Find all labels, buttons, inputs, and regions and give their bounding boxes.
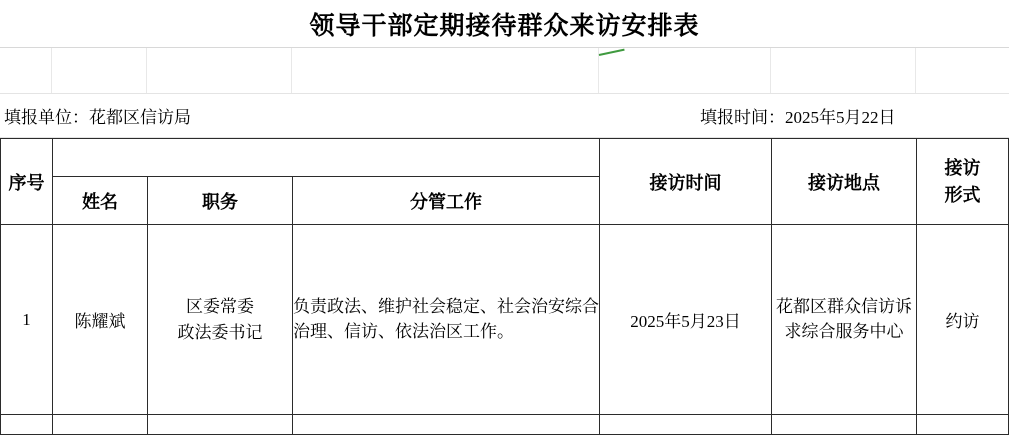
header-name: 姓名 [53,177,148,225]
header-index: 序号 [1,139,53,225]
header-blank-band [53,139,600,177]
report-info-row [0,94,1009,138]
cell-reception-time [600,415,772,435]
cell-position [148,415,293,435]
header-position: 职务 [148,177,293,225]
table-header-row-1 [1,139,1009,177]
table-row [1,225,1009,415]
cell-position-line1: 区委常委 [186,297,254,316]
grid-cell [771,48,916,93]
cell-position [148,225,293,415]
schedule-table [0,138,1009,435]
checkmark-icon [599,49,625,56]
grid-cell [0,48,52,93]
grid-cell [292,48,599,93]
header-reception-form-line1: 接访 [944,157,981,178]
page-title: 领导干部定期接待群众来访安排表 [309,12,700,40]
header-duties: 分管工作 [293,177,600,225]
spreadsheet-grid-row [0,48,1009,94]
report-time: 填报时间：2025年5月22日 [700,108,896,127]
header-reception-time: 接访时间 [600,139,772,225]
title-row [0,0,1009,48]
grid-cell [52,48,147,93]
cell-name: 陈耀斌 [53,225,148,415]
cell-reception-place [772,415,917,435]
table-row-partial [1,415,1009,435]
cell-reception-form [917,415,1009,435]
grid-cell [916,48,1008,93]
cell-reception-form: 约访 [917,225,1009,415]
cell-index: 1 [1,225,53,415]
cell-index [1,415,53,435]
header-reception-place: 接访地点 [772,139,917,225]
grid-cell [147,48,292,93]
header-reception-form [917,139,1009,225]
cell-duties [293,415,600,435]
cell-name [53,415,148,435]
grid-cell [599,48,771,93]
report-unit: 填报单位：花都区信访局 [4,108,191,127]
cell-position-line2: 政法委书记 [177,322,263,342]
cell-duties: 负责政法、维护社会稳定、社会治安综合治理、信访、依法治区工作。 [293,225,600,415]
cell-reception-time: 2025年5月23日 [600,225,772,415]
header-reception-form-line2: 形式 [944,184,981,205]
cell-reception-place: 花都区群众信访诉求综合服务中心 [772,225,917,415]
